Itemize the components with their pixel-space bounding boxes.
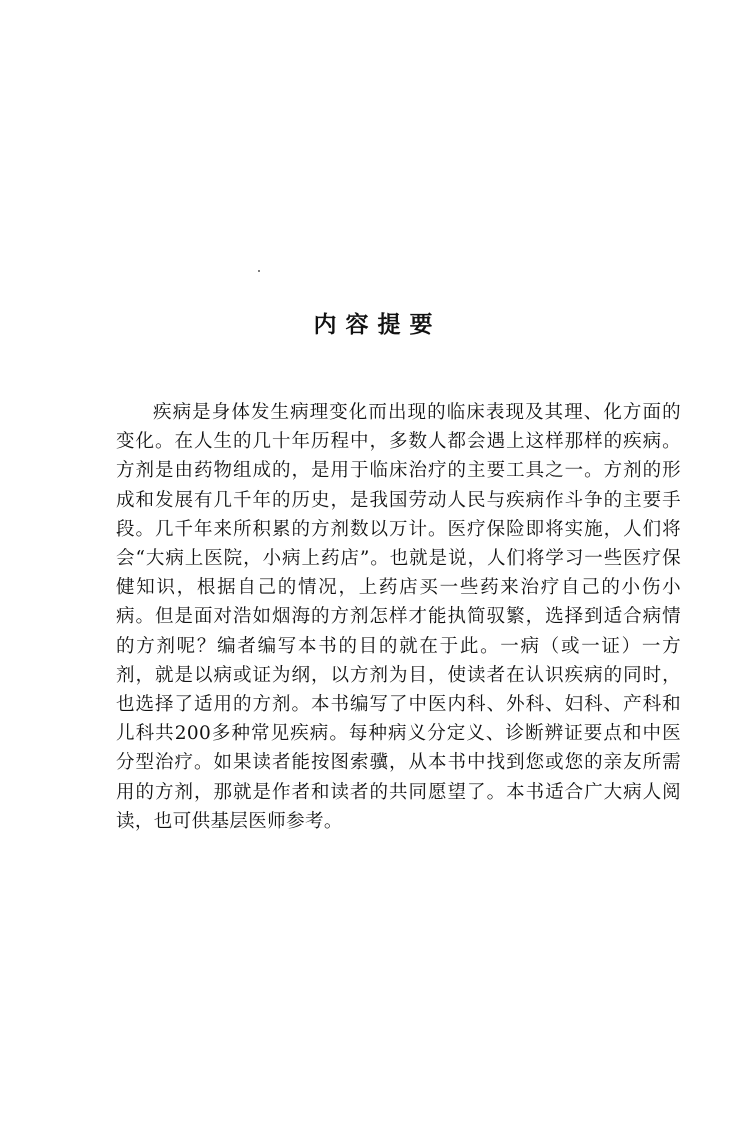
page-title: 内容提要 (313, 312, 442, 338)
scan-speck (258, 270, 260, 272)
summary-paragraph: 疾病是身体发生病理变化而出现的临床表现及其理、化方面的变化。在人生的几十年历程中，多数人都会遇上这样那样的疾病。方剂是由药物组成的，是用于临床治疗的主要工具之一。方剂的形成和发展有几千年的历史，是我国劳动人民与疾病作斗争的主要手段。几千年来所积累的方剂数以万计。医疗保险即将实施，人们将会“大病上医院，小病上药店”。也就是说，人们将学习一些医疗保健知识，根据自己的情况，上药店买一些药来治疗自己的小伤小病。但是面对浩如烟海的方剂怎样才能执简驭繁，选择到适合病情的方剂呢？编者编写本书的目的就在于此。一病（或一证）一方剂，就是以病或证为纲，以方剂为目，使读者在认识疾病的同时，也选择了适用的方剂。本书编写了中医内科、外科、妇科、产科和儿科共200多种常见疾病。每种病义分定义、诊断辨证要点和中医分型治疗。如果读者能按图索骥，从本书中找到您或您的亲友所需用的方剂，那就是作者和读者的共同愿望了。本书适合广大病人阅读，也可供基层医师参考。 (116, 402, 681, 832)
